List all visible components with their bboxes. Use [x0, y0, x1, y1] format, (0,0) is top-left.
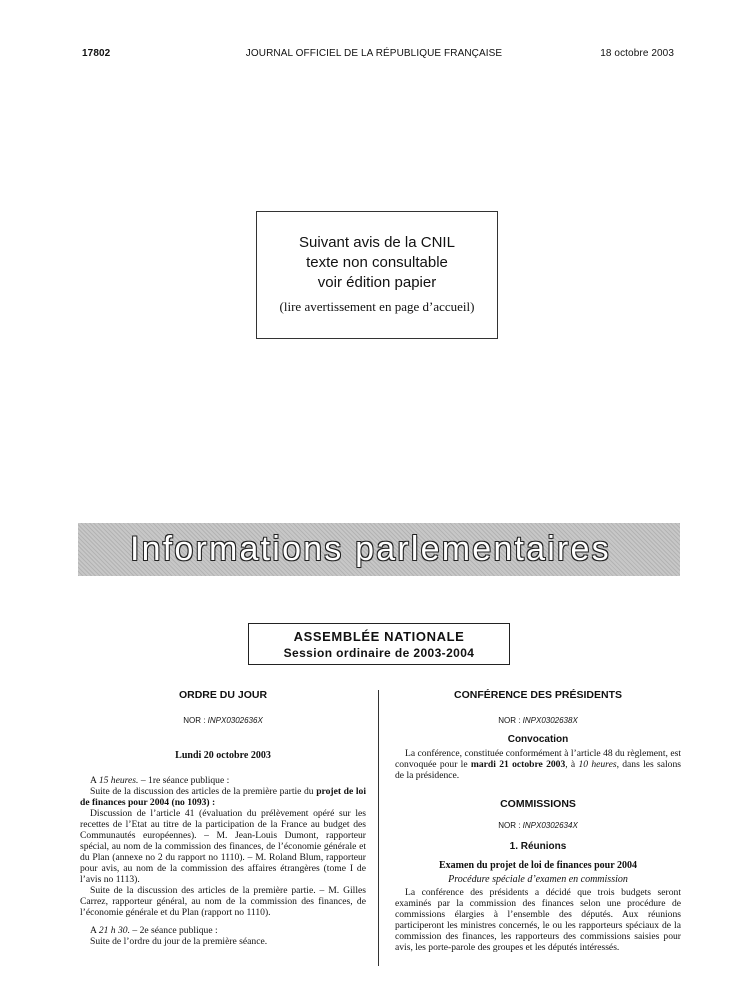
- agenda-para-5: A 21 h 30. – 2e séance publique :: [90, 925, 218, 936]
- section-banner-title: Informations parlementaires: [130, 530, 611, 568]
- agenda-heading: ORDRE DU JOUR: [178, 689, 268, 701]
- assembly-title: ASSEMBLÉE NATIONALE: [293, 629, 465, 644]
- right-column: [395, 690, 681, 953]
- cnil-line-3: voir édition papier: [317, 274, 437, 291]
- agenda-nor: NOR : INPX0302636X: [183, 716, 263, 725]
- agenda-day: Lundi 20 octobre 2003: [175, 750, 271, 761]
- reunions-heading: 1. Réunions: [509, 841, 567, 852]
- agenda-para-6: Suite de l’ordre du jour de la première séance.: [90, 936, 268, 947]
- convocation-text: La conférence, constituée conformément à l’article 48 du règlement, est convoquée pour le mardi 21 octobre 2003, à 10 heures, dans les salons de la présidence.: [395, 748, 682, 781]
- left-column: [80, 690, 366, 947]
- issue-date: 18 octobre 2003: [600, 48, 674, 59]
- page-number: 17802: [82, 48, 111, 59]
- procedure-text: La conférence des présidents a décidé que trois budgets seront examinés par la commission des finances selon une procédure de commissions élargies à l’ensemble des députés. Aux réunions participeront les ministres concernés, le ou les rapporteurs spéciaux de la commission des finances, les rapporteurs des commissions saisies pour avis, les porte-parole des groupes et les députés intéressés.: [395, 887, 681, 953]
- commissions-nor: NOR : INPX0302634X: [498, 821, 578, 830]
- cnil-line-1: Suivant avis de la CNIL: [299, 234, 455, 251]
- cnil-note: (lire avertissement en page d’accueil): [279, 299, 475, 314]
- conference-nor: NOR : INPX0302638X: [498, 716, 578, 725]
- exam-title: Examen du projet de loi de finances pour 2004: [439, 860, 637, 871]
- agenda-para-3: Discussion de l’article 41 (évaluation du prélèvement opéré sur les recettes de l’Etat au titre de la participation de la France au budget des Communautés européennes). – M. Jean-Louis Dumont, rapporteur spécial, au nom de la commission des finances, de l’économie générale et du Plan (annexe no 2 du rapport no 1110). – M. Roland Blum, rapporteur pour avis, au nom de la commission des affaires étrangères (tome I de l’avis no 1113).: [80, 808, 366, 885]
- convocation-heading: Convocation: [507, 734, 569, 745]
- column-divider: [378, 690, 379, 966]
- assembly-session: Session ordinaire de 2003-2004: [283, 646, 475, 660]
- commissions-heading: COMMISSIONS: [500, 798, 576, 810]
- assembly-box: [248, 623, 510, 665]
- agenda-para-4: Suite de la discussion des articles de la première partie. – M. Gilles Carrez, rapporteur général, au nom de la commission des finances, de l’économie générale et du Plan (rapport no 1110).: [80, 885, 366, 918]
- cnil-notice-box: [256, 211, 498, 339]
- agenda-para-2: Suite de la discussion des articles de la première partie du projet de loi de finances pour 2004 (no 1093) :: [80, 786, 366, 808]
- section-banner: [78, 523, 680, 576]
- journal-title: JOURNAL OFFICIEL DE LA RÉPUBLIQUE FRANÇAISE: [245, 48, 503, 59]
- agenda-para-1: A 15 heures. – 1re séance publique :: [90, 775, 230, 786]
- conference-heading: CONFÉRENCE DES PRÉSIDENTS: [453, 689, 623, 701]
- procedure-title: Procédure spéciale d’examen en commission: [448, 874, 628, 885]
- cnil-line-2: texte non consultable: [306, 254, 448, 271]
